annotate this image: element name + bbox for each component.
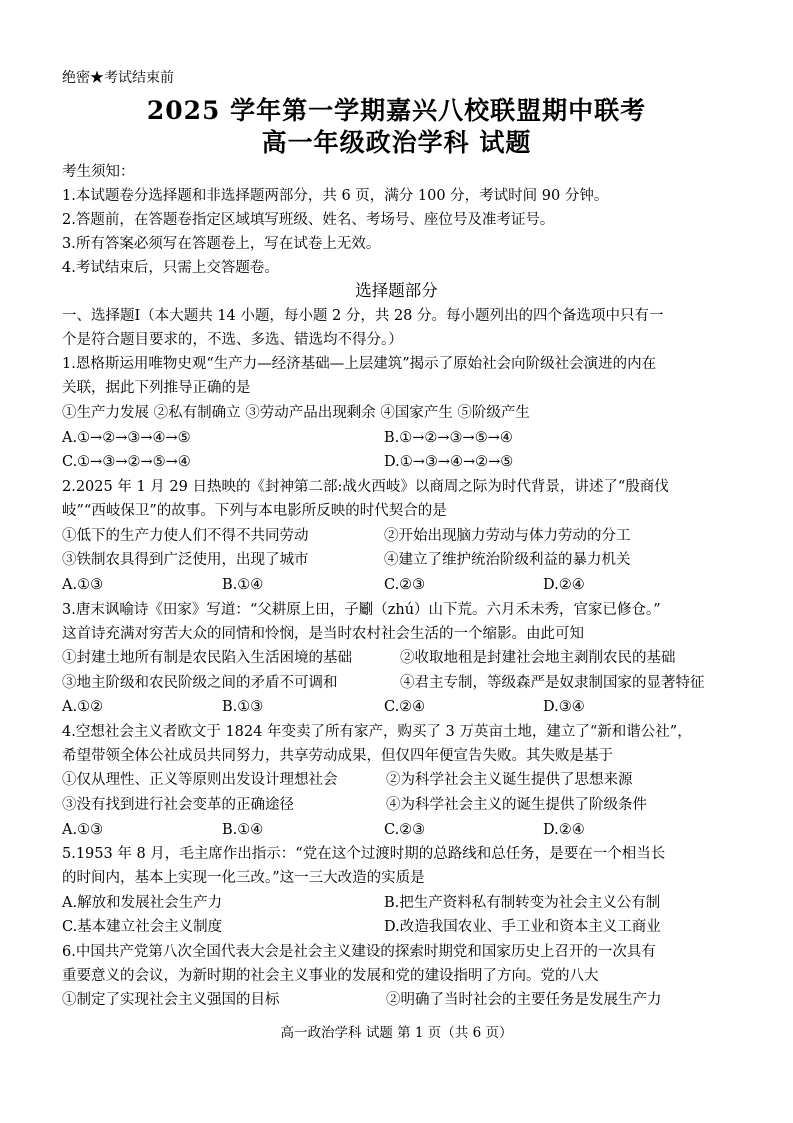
question-stem: 关联，据此下列推导正确的是 <box>62 380 251 396</box>
option-c: C.基本建立社会主义制度 <box>62 919 223 935</box>
statement-4: ④君主专制，等级森严是奴隶制国家的显著特征 <box>400 675 705 691</box>
option-c: C.②③ <box>384 577 426 593</box>
notice-heading: 考生须知： <box>62 164 135 180</box>
section-title: 选择题部分 <box>355 281 438 300</box>
statement-2: ②明确了当时社会的主要任务是发展生产力 <box>386 992 662 1008</box>
notice-item: 3.所有答案必须写在答题卷上，写在试卷上无效。 <box>62 236 381 252</box>
notice-item: 1.本试题卷分选择题和非选择题两部分，共 6 页，满分 100 分，考试时间 90 分钟。 <box>62 188 609 204</box>
option-c: C.①→③→②→⑤→④ <box>62 454 191 470</box>
question-stem: 6.中国共产党第八次全国代表大会是社会主义建设的探索时期党和国家历史上召开的一次具有 <box>62 944 656 960</box>
statement-4: ④建立了维护统治阶级利益的暴力机关 <box>384 552 631 568</box>
statement-3: ③铁制农具得到广泛使用，出现了城市 <box>62 552 309 568</box>
notice-item: 4.考试结束后，只需上交答题卷。 <box>62 260 279 276</box>
option-c: C.②③ <box>384 822 426 838</box>
option-a: A.解放和发展社会生产力 <box>62 895 223 911</box>
secret-mark: 绝密★考试结束前 <box>62 70 174 86</box>
option-b: B.①④ <box>222 577 264 593</box>
statement-2: ②收取地租是封建社会地主剥削农民的基础 <box>400 650 676 666</box>
option-a: A.①③ <box>62 577 104 593</box>
question-items: ①生产力发展 ②私有制确立 ③劳动产品出现剩余 ④国家产生 ⑤阶级产生 <box>62 405 530 421</box>
statement-3: ③没有找到进行社会变革的正确途径 <box>62 797 294 813</box>
exam-title: 2025 学年第一学期嘉兴八校联盟期中联考 <box>146 96 647 125</box>
option-b: B.把生产资料私有制转变为社会主义公有制 <box>384 895 661 911</box>
option-d: D.②④ <box>543 577 585 593</box>
notice-item: 2.答题前，在答题卷指定区域填写班级、姓名、考场号、座位号及准考证号。 <box>62 212 555 228</box>
question-stem: 3.唐末讽喻诗《田家》写道：“父耕原上田，子劚（zhú）山下荒。六月禾未秀，官家已修仓。” <box>62 602 661 618</box>
statement-2: ②开始出现脑力劳动与体力劳动的分工 <box>384 528 631 544</box>
question-stem: 的时间内，基本上实现一化三改。”这一三大改造的实质是 <box>62 870 425 886</box>
option-a: A.①② <box>62 699 104 715</box>
option-a: A.①→②→③→④→⑤ <box>62 430 191 446</box>
option-b: B.①→②→③→⑤→④ <box>384 430 513 446</box>
statement-1: ①低下的生产力使人们不得不共同劳动 <box>62 528 309 544</box>
section-instruction: 个是符合题目要求的，不选、多选、错选均不得分。） <box>62 332 403 348</box>
statement-4: ④为科学社会主义的诞生提供了阶级条件 <box>386 797 647 813</box>
option-b: B.①④ <box>222 822 264 838</box>
question-stem: 2.2025 年 1 月 29 日热映的《封神第二部:战火西岐》以商周之际为时代背景，讲述了“殷商伐 <box>62 479 669 495</box>
statement-1: ①仅从理性、正义等原则出发设计理想社会 <box>62 772 338 788</box>
question-stem: 希望带领全体公社成员共同努力，共享劳动成果，但仅四年便宣告失败。其失败是基于 <box>62 748 613 764</box>
question-stem: 岐”“西岐保卫”的故事。下列与本电影所反映的时代契合的是 <box>62 503 447 519</box>
option-d: D.②④ <box>543 822 585 838</box>
option-b: B.①③ <box>222 699 264 715</box>
option-d: D.①→③→④→②→⑤ <box>384 454 514 470</box>
statement-1: ①制定了实现社会主义强国的目标 <box>62 992 280 1008</box>
statement-3: ③地主阶级和农民阶级之间的矛盾不可调和 <box>62 675 338 691</box>
page-footer: 高一政治学科 试题 第 1 页（共 6 页） <box>280 1025 513 1041</box>
exam-subtitle: 高一年级政治学科 试题 <box>261 128 532 157</box>
question-stem: 这首诗充满对穷苦大众的同情和怜悯，是当时农村社会生活的一个缩影。由此可知 <box>62 626 584 642</box>
section-instruction: 一、选择题Ⅰ（本大题共 14 小题，每小题 2 分，共 28 分。每小题列出的四个备选项中只有一 <box>62 308 664 324</box>
question-stem: 4.空想社会主义者欧文于 1824 年变卖了所有家产，购买了 3 万英亩土地，建立了“新和谐公社”， <box>62 724 692 740</box>
question-stem: 5.1953 年 8 月，毛主席作出指示：“党在这个过渡时期的总路线和总任务，是要在一个相当长 <box>62 846 666 862</box>
option-d: D.③④ <box>543 699 585 715</box>
question-stem: 1.恩格斯运用唯物史观“生产力—经济基础—上层建筑”揭示了原始社会向阶级社会演进的内在 <box>62 356 657 372</box>
statement-1: ①封建土地所有制是农民陷入生活困境的基础 <box>62 650 352 666</box>
option-c: C.②④ <box>384 699 426 715</box>
question-stem: 重要意义的会议，为新时期的社会主义事业的发展和党的建设指明了方向。党的八大 <box>62 968 599 984</box>
option-a: A.①③ <box>62 822 104 838</box>
option-d: D.改造我国农业、手工业和资本主义工商业 <box>384 919 661 935</box>
statement-2: ②为科学社会主义诞生提供了思想来源 <box>386 772 633 788</box>
